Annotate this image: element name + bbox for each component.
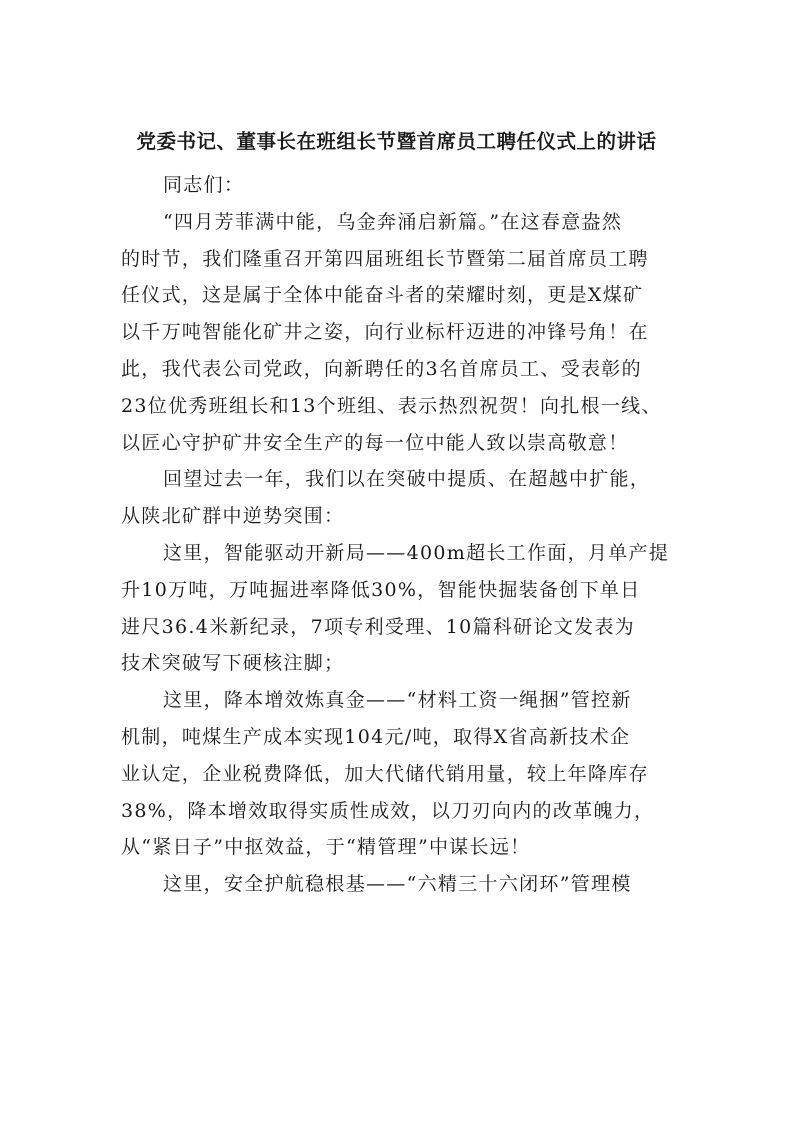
paragraph-safety: 这里，安全护航稳根基——“六精三十六闭环”管理模 (163, 873, 632, 896)
paragraph-review: 回望过去一年，我们以在突破中提质、在超越中扩能， 从陕北矿群中逆势突围： (121, 468, 651, 528)
paragraph-greeting: 同志们： (163, 174, 245, 196)
paragraph-opening: “四月芳菲满中能，乌金奔涌启新篇。”在这春意盎然 的时节，我们隆重召开第四届班组长节暨第二届首席员工聘 任仪式，这是属于全体中能奋斗者的荣耀时刻，更是X煤矿 以千万吨智能化矿井之姿，向行业标杆迈进的冲锋号角！在 此，我代表公司党政，向新聘任的3名首席员工、受表彰的 23位优秀班组长和13个班组、表示热烈祝贺！向扎根一线、 以匠心守护矿井安全生产的每一位中能人致以崇高敬意！ (121, 210, 662, 454)
document-body (121, 167, 681, 903)
paragraph-cost-reduction: 这里，降本增效炼真金——“材料工资一绳捆”管控新 机制，吨煤生产成本实现104元/吨，取得X省高新技术企 业认定，企业税费降低，加大代储代销用量，较上年降库存 38%，降本增效取得实质性成效，以刀刃向内的改革魄力， 从“紧日子”中抠效益，于“精管理”中谋长远！ (121, 689, 655, 859)
paragraph-intelligent: 这里，智能驱动开新局——400m超长工作面，月单产提 升10万吨，万吨掘进率降低30%，智能快掘装备创下单日 进尺36.4米新纪录，7项专利受理、10篇科研论文发表为 技术突破写下硬核注脚； (121, 541, 670, 675)
document-title: 党委书记、董事长在班组长节暨首席员工聘任仪式上的讲话 (136, 130, 657, 153)
